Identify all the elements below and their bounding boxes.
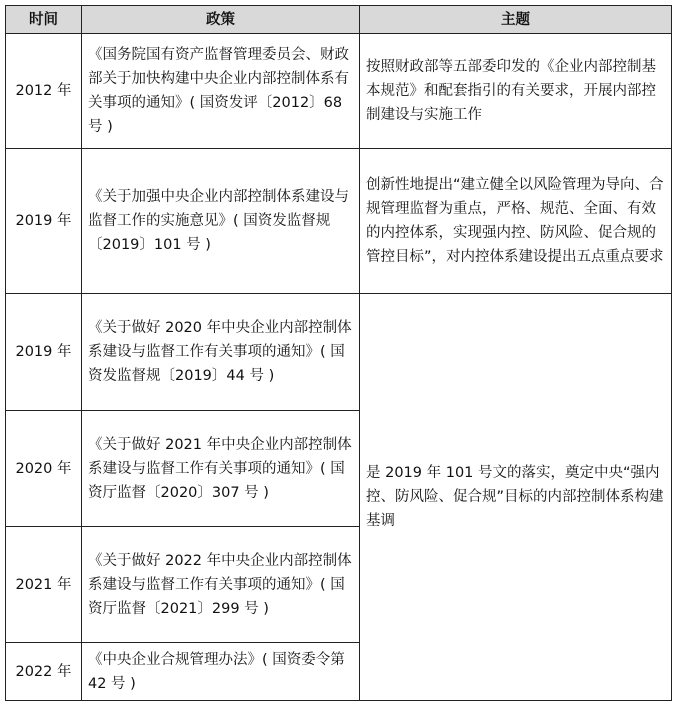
table-row: [6, 149, 672, 294]
policy-cell: 《国务院国有资产监督管理委员会、财政部关于加快构建中央企业内部控制体系有关事项的通知》( 国资发评〔2012〕68 号 ): [82, 34, 360, 149]
year-cell: 2022 年: [6, 643, 82, 701]
table-row: [6, 34, 672, 149]
policy-cell: 《关于做好 2021 年中央企业内部控制体系建设与监督工作有关事项的通知》( 国资厅监督〔2020〕307 号 ): [82, 411, 360, 527]
year-cell: 2019 年: [6, 294, 82, 411]
theme-cell: 按照财政部等五部委印发的《企业内部控制基本规范》和配套指引的有关要求，开展内部控制建设与实施工作: [360, 34, 672, 149]
policy-cell: 《关于做好 2020 年中央企业内部控制体系建设与监督工作有关事项的通知》( 国资发监督规〔2019〕44 号 ): [82, 294, 360, 411]
header-theme: 主题: [360, 6, 672, 34]
header-time: 时间: [6, 6, 82, 34]
theme-cell: 创新性地提出“建立健全以风险管理为导向、合规管理监督为重点，严格、规范、全面、有效的内控体系，实现强内控、防风险、促合规的管控目标”，对内控体系建设提出五点重点要求: [360, 149, 672, 294]
policy-cell: 《关于加强中央企业内部控制体系建设与监督工作的实施意见》( 国资发监督规〔2019〕101 号 ): [82, 149, 360, 294]
policy-cell: 《中央企业合规管理办法》( 国资委令第 42 号 ): [82, 643, 360, 701]
merged-theme-cell: 是 2019 年 101 号文的落实，奠定中央“强内控、防风险、促合规”目标的内部控制体系构建基调: [360, 294, 672, 701]
policy-table: [5, 5, 672, 701]
year-cell: 2012 年: [6, 34, 82, 149]
policy-cell: 《关于做好 2022 年中央企业内部控制体系建设与监督工作有关事项的通知》( 国资厅监督〔2021〕299 号 ): [82, 527, 360, 643]
year-cell: 2020 年: [6, 411, 82, 527]
year-cell: 2019 年: [6, 149, 82, 294]
header-row: [6, 6, 672, 34]
year-cell: 2021 年: [6, 527, 82, 643]
header-policy: 政策: [82, 6, 360, 34]
table-row: [6, 294, 672, 411]
